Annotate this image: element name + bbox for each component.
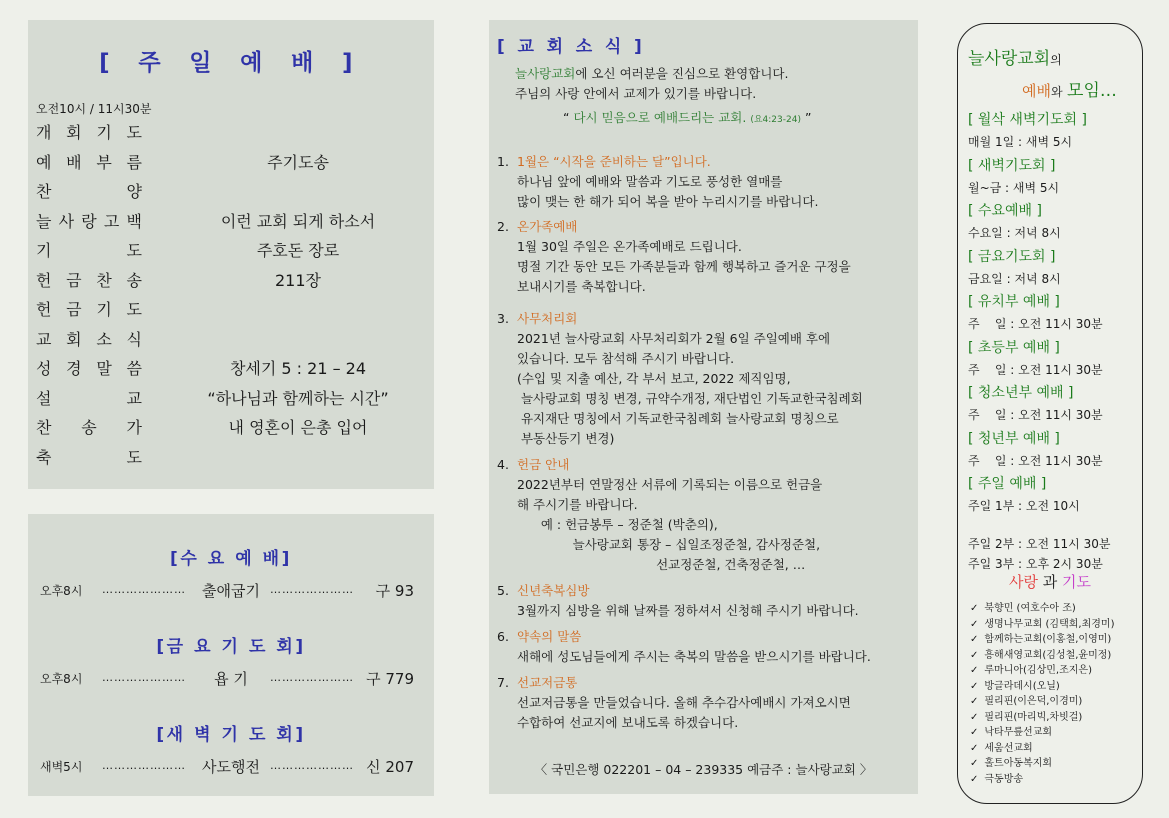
prayer-item-text: 필리핀(마리빅,차빗걸): [984, 711, 1083, 723]
worship-order-label: [36, 386, 142, 409]
worship-order-label-char: 부: [96, 152, 112, 172]
prayer-item-text: 낙타무릎선교회: [984, 727, 1053, 738]
sidebar-subheading: [1022, 76, 1117, 101]
welcome-line-2: 주님의 사랑 안에서 교제가 있기를 바랍니다.: [515, 86, 757, 101]
worship-order-label-char: 헌: [36, 300, 52, 319]
schedule-detail: 월~금 : 새벽 5시: [968, 180, 1060, 195]
worship-order-label-char: 도: [126, 300, 142, 319]
prayer-heading: [958, 571, 1142, 592]
news-item-line: 보내시기를 축복합니다.: [517, 279, 646, 294]
worship-order-label-char: 축: [36, 447, 52, 467]
news-item-heading: 사무처리회: [517, 311, 578, 326]
worship-order-label-char: 찬: [96, 270, 112, 290]
worship-order-label: [36, 415, 142, 438]
sunday-worship-time: 오전10시 / 11시30분: [36, 102, 152, 116]
schedule-sidebar: [957, 23, 1143, 804]
worship-order-row: [28, 238, 434, 266]
welcome-church-name: 늘사랑교회: [515, 66, 576, 81]
worship-order-row: [28, 268, 434, 296]
news-item-number: 3.: [497, 311, 509, 326]
worship-order-label-char: 송: [126, 270, 142, 290]
news-item-line: 새해에 성도님들에게 주시는 축복의 말씀을 받으시기를 바랍니다.: [517, 649, 871, 664]
worship-order-label: [36, 179, 142, 202]
worship-order-label: [36, 445, 142, 468]
check-icon: ✓: [970, 618, 979, 630]
news-item-line: (수입 및 지출 예산, 각 부서 보고, 2022 제직임명,: [517, 371, 791, 386]
worship-order-label-char: 랑: [81, 211, 97, 231]
prayer-item: [970, 692, 1082, 707]
worship-order-label-char: 배: [66, 152, 82, 172]
news-item-number: 2.: [497, 219, 509, 234]
sidebar-worship-word: 예배: [1022, 82, 1051, 100]
sidebar-wa: 와: [1050, 85, 1063, 99]
prayer-item: [970, 661, 1092, 676]
news-item-line: 3월까지 심방을 위해 날짜를 정하셔서 신청해 주시기 바랍니다.: [517, 603, 859, 618]
worship-order-label-char: 금: [66, 300, 82, 319]
midweek-row: [28, 668, 434, 690]
worship-order-label-char: 회: [66, 123, 82, 142]
schedule-heading: [ 청소년부 예배 ]: [968, 385, 1074, 401]
news-item-heading: 온가족예배: [517, 219, 578, 234]
worship-order-row: [28, 120, 434, 148]
schedule-heading: [ 새벽기도회 ]: [968, 157, 1056, 174]
check-icon: ✓: [970, 711, 979, 723]
worship-order-row: [28, 209, 434, 237]
motto-text: 다시 믿음으로 예배드리는 교회.: [573, 110, 747, 125]
news-item-line: 예 : 헌금봉투 – 정준철 (박춘의),: [517, 517, 718, 532]
worship-order-label-char: 예: [36, 152, 52, 172]
church-news-panel: [489, 20, 918, 794]
prayer-love-word: 사랑: [1008, 573, 1038, 591]
prayer-item: [970, 723, 1052, 738]
prayer-item-text: 흥해새영교회(김성철,윤미정): [984, 649, 1112, 661]
schedule-detail: 금요일 : 저녁 8시: [968, 271, 1061, 286]
prayer-item: [970, 739, 1033, 754]
schedule-extra: 주일 3부 : 오후 2시 30분: [968, 557, 1103, 571]
worship-order-label: [36, 209, 142, 232]
prayer-item: [970, 630, 1111, 645]
prayer-item: [970, 754, 1052, 769]
sunday-worship-panel: [28, 20, 434, 489]
worship-order-label-char: 찬: [36, 418, 52, 437]
check-icon: ✓: [970, 773, 979, 785]
news-item-line: 있습니다. 모두 참석해 주시기 바랍니다.: [517, 351, 735, 366]
news-item-line: 선교저금통을 만들었습니다. 올해 추수감사예배시 가져오시면: [517, 695, 851, 710]
worship-order-row: [28, 327, 434, 355]
news-item-line: 늘사랑교회 명칭 변경, 규약수개정, 재단법인 기독교한국침례회: [517, 391, 863, 406]
worship-order-label: [36, 297, 142, 320]
schedule-heading: [ 월삭 새벽기도회 ]: [968, 112, 1087, 128]
prayer-pray-word: 기도: [1062, 573, 1092, 591]
news-title: [ 교 회 소 식 ]: [497, 37, 646, 57]
worship-order-label-char: 도: [126, 123, 142, 142]
schedule-detail: 매월 1일 : 새벽 5시: [968, 135, 1073, 149]
worship-order-label-char: 경: [66, 359, 82, 378]
prayer-item-text: 함께하는교회(이홍철,이영미): [984, 634, 1112, 645]
schedule-heading: [ 초등부 예배 ]: [968, 339, 1060, 356]
prayer-item-text: 방글라데시(오닐): [984, 680, 1060, 692]
worship-order-label: [36, 327, 142, 350]
news-item-heading: 1월은 “시작을 준비하는 달”입니다.: [517, 154, 711, 169]
midweek-reference: 신 207: [366, 758, 414, 776]
check-icon: ✓: [970, 742, 979, 754]
news-item-heading: 선교저금통: [517, 675, 578, 690]
midweek-dots-left: …………………: [102, 583, 186, 596]
schedule-heading: [ 청년부 예배 ]: [968, 430, 1060, 447]
worship-order-label-char: 설: [36, 388, 52, 408]
sidebar-church-name: 늘사랑교회: [968, 49, 1051, 69]
worship-order-row: [28, 445, 434, 473]
schedule-heading: [ 금요기도회 ]: [968, 248, 1056, 265]
check-icon: ✓: [970, 727, 979, 738]
worship-order-label: [36, 120, 142, 143]
midweek-passage: 사도행전: [202, 758, 260, 776]
worship-order-value: 주호돈 장로: [256, 241, 340, 260]
midweek-dots-right: …………………: [270, 583, 354, 596]
prayer-item-text: 생명나무교회 (김택희,최경미): [984, 618, 1115, 630]
midweek-reference: 구 779: [366, 670, 414, 688]
worship-order-label-char: 기: [96, 123, 112, 142]
worship-order-value: 211장: [275, 270, 321, 290]
prayer-item: [970, 770, 1023, 785]
motto-ref: (요4:23-24): [750, 115, 801, 125]
midweek-passage: 욥 기: [214, 670, 248, 688]
worship-order-label-char: 늘: [36, 211, 52, 231]
worship-order-label-char: 송: [81, 418, 97, 437]
worship-order-label-char: 도: [126, 447, 142, 467]
worship-order-label-char: 식: [126, 329, 142, 349]
worship-order-label-char: 금: [66, 270, 82, 290]
midweek-time: 오후8시: [40, 672, 83, 686]
check-icon: ✓: [970, 634, 979, 645]
prayer-item-text: 루마니아(김상민,조지은): [984, 665, 1092, 676]
schedule-detail: 주 일 : 오전 11시 30분: [968, 317, 1103, 331]
prayer-item: [970, 615, 1114, 630]
news-item-line: 하나님 앞에 예배와 말씀과 기도로 풍성한 열매를: [517, 174, 783, 189]
midweek-title: [금 요 기 도 회]: [156, 637, 306, 657]
prayer-and-word: 과: [1042, 573, 1058, 591]
schedule-detail: 주 일 : 오전 11시 30분: [968, 362, 1103, 377]
worship-order-label-char: 백: [126, 211, 142, 231]
prayer-item-text: 홀트아동복지회: [984, 758, 1053, 769]
check-icon: ✓: [970, 696, 979, 707]
news-item-number: 7.: [497, 675, 509, 690]
worship-order-value: 이런 교회 되게 하소서: [220, 211, 376, 231]
bank-account: 〈 국민은행 022201 – 04 – 239335 예금주 : 늘사랑교회 〉: [534, 762, 873, 777]
sidebar-gathering-word: 모임…: [1067, 81, 1117, 101]
worship-order-row: [28, 415, 434, 443]
worship-order-label: [36, 356, 142, 379]
midweek-dots-left: …………………: [102, 671, 186, 684]
news-motto: [563, 108, 912, 130]
schedule-detail: 주 일 : 오전 11시 30분: [968, 453, 1103, 468]
welcome-text: 에 오신 여러분을 진심으로 환영합니다.: [575, 66, 789, 81]
schedule-heading: [ 유치부 예배 ]: [968, 294, 1060, 310]
sidebar-church-suffix: 의: [1050, 53, 1062, 67]
worship-order-label-char: 교: [36, 329, 52, 349]
check-icon: ✓: [970, 680, 979, 692]
midweek-time: 오후8시: [40, 584, 83, 598]
midweek-row: [28, 756, 434, 778]
schedule-detail: 주일 1부 : 오전 10시: [968, 499, 1080, 513]
prayer-item-text: 필리핀(이은덕,이경미): [984, 696, 1083, 707]
check-icon: ✓: [970, 649, 979, 661]
worship-order-value: 주기도송: [267, 152, 329, 172]
worship-order-label-char: 고: [103, 211, 120, 231]
worship-order-label-char: 성: [36, 359, 52, 378]
worship-order-row: [28, 356, 434, 384]
worship-order-label-char: 름: [126, 152, 142, 172]
news-item-line: 2021년 늘사랑교회 사무처리회가 2월 6일 주일예배 후에: [517, 331, 831, 346]
news-item-heading: 약속의 말씀: [517, 629, 582, 644]
check-icon: ✓: [970, 758, 979, 769]
worship-order-label-char: 도: [126, 241, 142, 260]
worship-order-label-char: 사: [58, 211, 75, 231]
midweek-title: [새 벽 기 도 회]: [156, 725, 306, 745]
news-item-line: 늘사랑교회 통장 – 십일조정준철, 감사정준철,: [517, 537, 821, 552]
news-item-line: 해 주시기를 바랍니다.: [517, 497, 638, 512]
news-welcome: [515, 64, 912, 104]
sidebar-heading: [968, 44, 1062, 69]
prayer-item: [970, 599, 1076, 614]
worship-order-value: 내 영혼이 은총 입어: [228, 418, 368, 437]
worship-order-value: 창세기 5 : 21 – 24: [229, 359, 367, 378]
schedule-detail: 수요일 : 저녁 8시: [968, 226, 1061, 240]
worship-order-row: [28, 386, 434, 414]
news-item-line: 2022년부터 연말정산 서류에 기록되는 이름으로 헌금을: [517, 477, 823, 492]
news-item-line: 부동산등기 변경): [517, 431, 615, 446]
worship-order-label-char: 헌: [36, 270, 52, 290]
midweek-row: [28, 580, 434, 602]
news-item-line: 유지재단 명칭에서 기독교한국침례회 늘사랑교회 명칭으로: [517, 411, 839, 426]
worship-order-label-char: 찬: [36, 182, 52, 201]
worship-order-label-char: 소: [96, 329, 112, 349]
news-item-heading: 신년축복심방: [517, 583, 590, 598]
prayer-item: [970, 677, 1060, 692]
midweek-reference: 구 93: [375, 582, 414, 600]
worship-order-label: [36, 268, 142, 291]
worship-order-row: [28, 150, 434, 178]
worship-order-value: “하나님과 함께하는 시간”: [207, 388, 389, 408]
worship-order-label-char: 양: [126, 182, 142, 201]
news-item-heading: 헌금 안내: [517, 457, 570, 472]
news-item-number: 4.: [497, 457, 509, 472]
news-item-number: 5.: [497, 583, 509, 598]
check-icon: ✓: [970, 665, 979, 676]
worship-order-label-char: 개: [36, 123, 52, 142]
schedule-heading: [ 수요예배 ]: [968, 203, 1042, 219]
midweek-dots-left: …………………: [102, 759, 186, 772]
schedule-extra: 주일 2부 : 오전 11시 30분: [968, 537, 1111, 551]
news-item-line: 명절 기간 동안 모든 가족분들과 함께 행복하고 즐거운 구정을: [517, 259, 851, 274]
worship-order-label-char: 가: [126, 418, 142, 437]
worship-order-label-char: 씀: [126, 359, 142, 378]
check-icon: ✓: [970, 603, 979, 614]
worship-order-label-char: 기: [36, 241, 52, 260]
prayer-item-text: 세움선교회: [984, 742, 1033, 754]
prayer-item-text: 북향민 (여호수아 조): [984, 603, 1076, 614]
news-item-line: 많이 맺는 한 해가 되어 복을 받아 누리시기를 바랍니다.: [517, 194, 819, 209]
sunday-worship-title: [ 주 일 예 배 ]: [99, 50, 363, 76]
worship-order-label-char: 기: [96, 300, 112, 319]
worship-order-label-char: 교: [126, 388, 142, 408]
motto-close-quote: ”: [804, 110, 812, 125]
prayer-item: [970, 708, 1082, 723]
schedule-heading: [ 주일 예배 ]: [968, 476, 1047, 492]
news-item-line: 1월 30일 주일은 온가족예배로 드립니다.: [517, 239, 742, 254]
prayer-item: [970, 646, 1111, 661]
prayer-item-text: 극동방송: [984, 773, 1024, 785]
news-item-line: 수합하여 선교지에 보내도록 하겠습니다.: [517, 715, 739, 730]
midweek-title: [수 요 예 배]: [170, 549, 292, 569]
worship-order-label: [36, 238, 142, 261]
news-item-number: 6.: [497, 629, 509, 644]
midweek-passage: 출애굽기: [202, 582, 260, 600]
midweek-time: 새벽5시: [40, 760, 83, 774]
schedule-detail: 주 일 : 오전 11시 30분: [968, 408, 1103, 422]
worship-order-label-char: 말: [96, 359, 112, 378]
news-item-number: 1.: [497, 154, 509, 169]
worship-order-label: [36, 150, 142, 173]
midweek-dots-right: …………………: [270, 671, 354, 684]
motto-open-quote: “: [563, 110, 570, 125]
midweek-services-panel: [28, 514, 434, 796]
midweek-dots-right: …………………: [270, 759, 354, 772]
worship-order-row: [28, 297, 434, 325]
worship-order-row: [28, 179, 434, 207]
news-item-line: 선교정준철, 건축정준철, …: [517, 557, 806, 572]
worship-order-label-char: 회: [66, 329, 82, 349]
